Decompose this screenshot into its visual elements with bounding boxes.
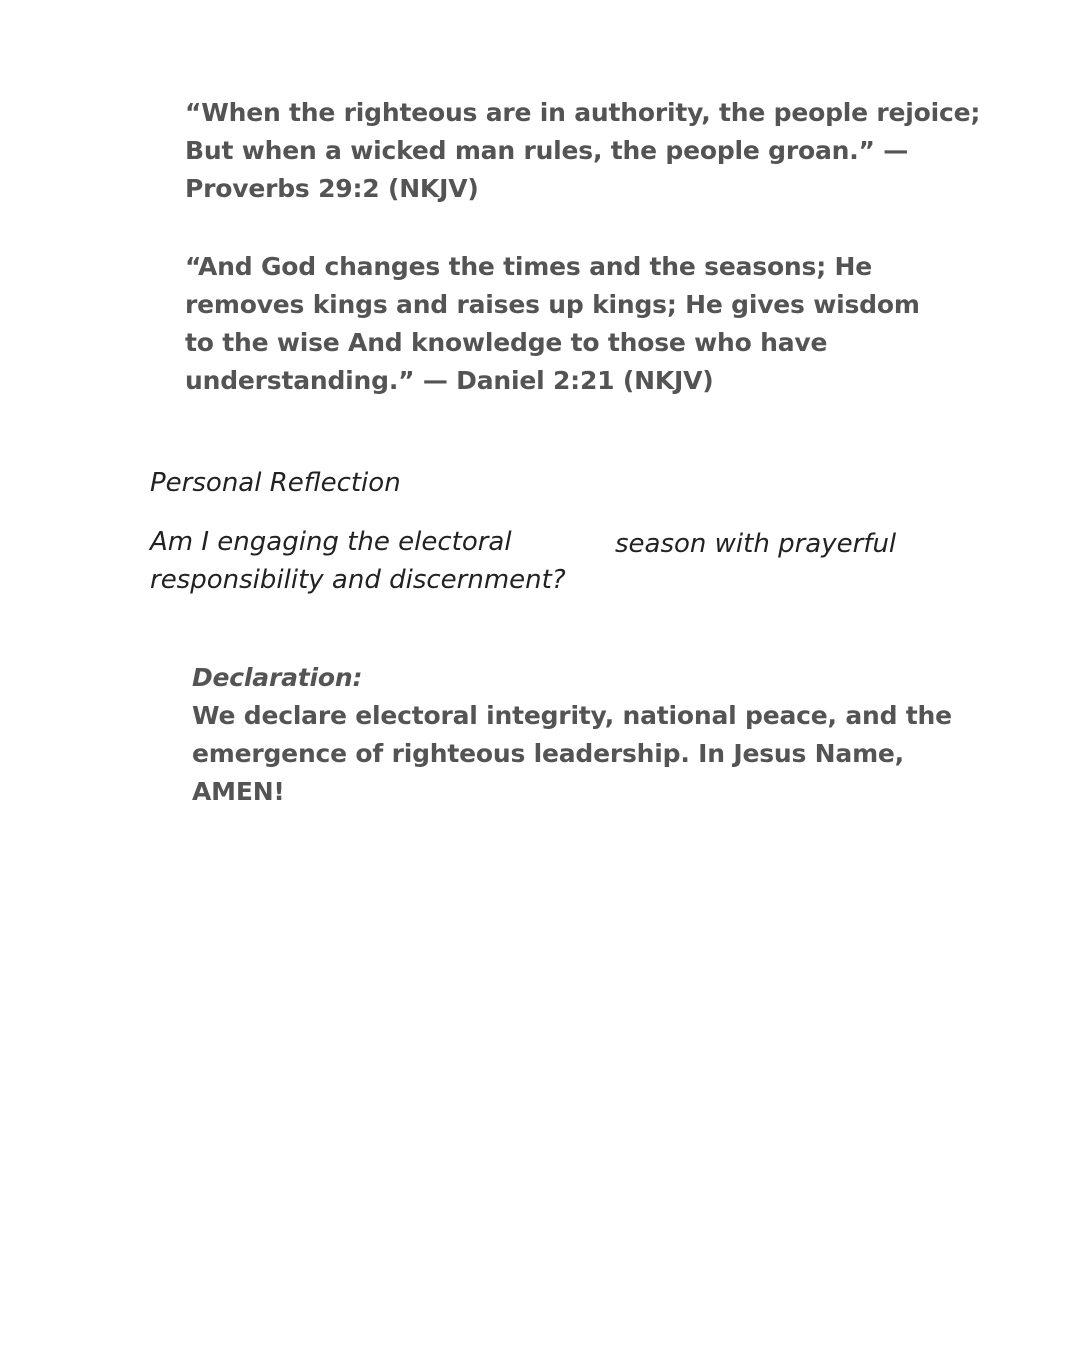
verse-line: “When the righteous are in authority, the people rejoice; <box>185 98 981 127</box>
scripture-daniel <box>185 248 985 400</box>
reflection-heading: Personal Reflection <box>150 468 401 498</box>
declaration-block <box>192 659 992 811</box>
reflection-question-part: Am I engaging the electoral <box>150 527 512 557</box>
verse-line: But when a wicked man rules, the people groan.” — <box>185 136 909 165</box>
declaration-line: We declare electoral integrity, national peace, and the <box>192 701 952 730</box>
declaration-line: AMEN! <box>192 777 285 806</box>
reflection-question-part: responsibility and discernment? <box>150 565 566 595</box>
declaration-label: Declaration: <box>192 663 363 692</box>
reflection-question-part: season with prayerful <box>615 529 897 559</box>
declaration-line: emergence of righteous leadership. In Jesus Name, <box>192 739 904 768</box>
verse-line: removes kings and raises up kings; He gives wisdom <box>185 290 920 319</box>
scripture-proverbs <box>185 94 985 208</box>
verse-line: understanding.” — Daniel 2:21 (NKJV) <box>185 366 714 395</box>
verse-line: “And God changes the times and the seasons; He <box>185 252 872 281</box>
verse-line: Proverbs 29:2 (NKJV) <box>185 174 479 203</box>
verse-line: to the wise And knowledge to those who have <box>185 328 828 357</box>
